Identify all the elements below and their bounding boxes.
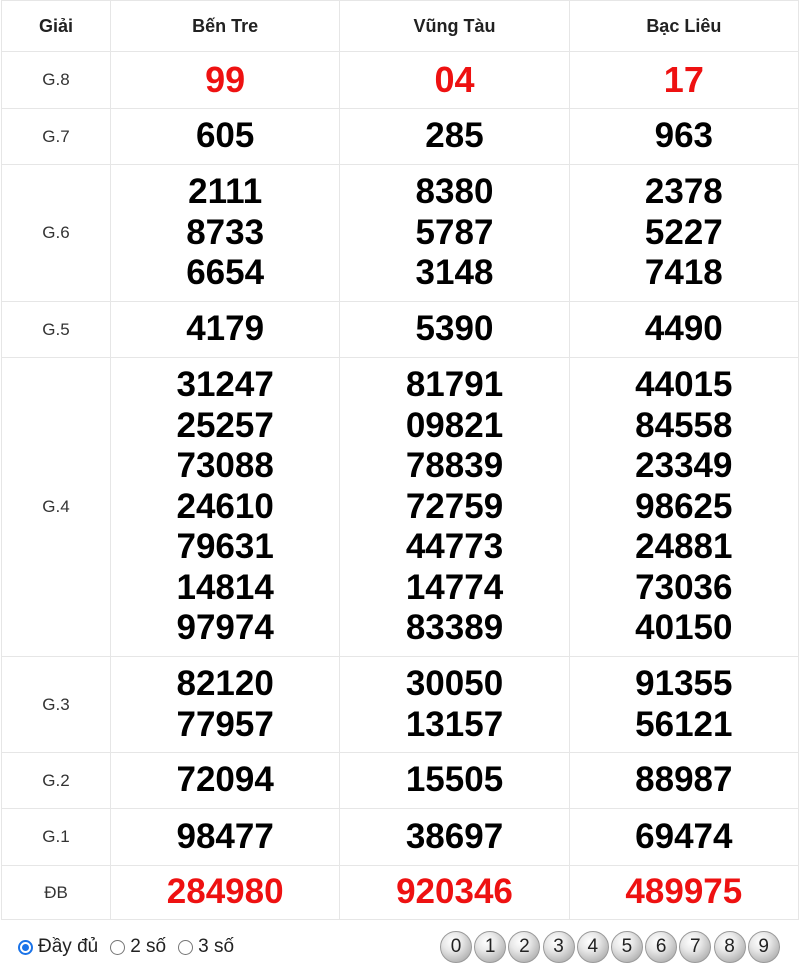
prize-row-g4	[2, 358, 799, 657]
result-number: 79631	[176, 527, 274, 567]
header-row	[2, 1, 799, 52]
result-number: 24881	[635, 527, 733, 567]
result-cell-vung-tau	[340, 302, 569, 358]
result-number: 83389	[405, 608, 504, 648]
result-number: 4490	[644, 309, 723, 349]
digit-filter	[440, 931, 782, 963]
result-number: 09821	[405, 405, 504, 445]
result-number: 6654	[186, 253, 265, 293]
result-number: 963	[654, 116, 714, 156]
result-number: 3148	[415, 253, 494, 293]
prize-row-g7	[2, 109, 799, 165]
result-number: 284980	[166, 872, 284, 912]
result-number: 17	[663, 58, 704, 100]
digit-ball-1[interactable]: 1	[474, 931, 506, 963]
result-number: 605	[195, 116, 255, 156]
digit-ball-3[interactable]: 3	[543, 931, 575, 963]
result-number: 98625	[635, 486, 733, 526]
header-prize: Giải	[2, 1, 111, 52]
prize-label: G.3	[2, 657, 111, 753]
result-number: 72094	[176, 760, 274, 800]
result-cell-vung-tau	[340, 657, 569, 753]
result-number: 69474	[635, 816, 733, 856]
prize-label: ĐB	[2, 866, 111, 920]
prize-row-g1	[2, 809, 799, 866]
result-number: 2111	[188, 172, 263, 212]
result-cell-bac-lieu	[569, 358, 798, 657]
result-number: 920346	[396, 872, 513, 912]
result-number: 98477	[176, 816, 274, 856]
radio-2-digits[interactable]	[110, 940, 125, 955]
result-number: 5787	[415, 212, 494, 252]
result-cell-vung-tau	[340, 866, 569, 920]
results-table	[1, 0, 799, 920]
result-number: 73088	[176, 446, 274, 486]
result-cell-vung-tau	[340, 809, 569, 866]
prize-row-g8	[2, 52, 799, 109]
result-cell-vung-tau	[340, 52, 569, 109]
result-number: 4179	[186, 309, 265, 349]
result-number: 31247	[176, 364, 274, 404]
result-cell-bac-lieu	[569, 866, 798, 920]
result-number: 88987	[635, 760, 733, 800]
result-number: 13157	[405, 704, 504, 744]
result-cell-ben-tre	[111, 165, 340, 302]
result-number: 81791	[405, 364, 504, 404]
result-number: 2378	[644, 172, 723, 212]
result-cell-ben-tre	[111, 866, 340, 920]
results-body	[2, 52, 799, 920]
digit-ball-7[interactable]: 7	[679, 931, 711, 963]
result-number: 56121	[635, 704, 733, 744]
header-station-ben-tre: Bến Tre	[111, 1, 340, 52]
result-number: 8733	[186, 212, 265, 252]
result-cell-bac-lieu	[569, 809, 798, 866]
footer-bar	[0, 922, 800, 974]
result-number: 8380	[415, 172, 494, 212]
result-cell-ben-tre	[111, 809, 340, 866]
result-number: 99	[205, 58, 246, 100]
result-number: 72759	[405, 486, 504, 526]
result-number: 14814	[176, 567, 274, 607]
result-number: 7418	[644, 253, 723, 293]
result-number: 84558	[635, 405, 733, 445]
result-number: 285	[425, 116, 484, 156]
result-cell-bac-lieu	[569, 753, 798, 809]
prize-row-db	[2, 866, 799, 920]
result-number: 25257	[176, 405, 274, 445]
result-number: 77957	[176, 704, 274, 744]
result-cell-ben-tre	[111, 753, 340, 809]
result-cell-bac-lieu	[569, 657, 798, 753]
result-number: 44015	[635, 364, 733, 404]
result-number: 15505	[405, 760, 504, 800]
prize-row-g5	[2, 302, 799, 358]
result-number: 40150	[635, 608, 733, 648]
option-full-label: Đầy đủ	[38, 936, 99, 957]
result-cell-vung-tau	[340, 753, 569, 809]
result-number: 97974	[176, 608, 274, 648]
result-cell-bac-lieu	[569, 165, 798, 302]
option-2-digits[interactable]	[110, 936, 166, 958]
option-3-digits-label: 3 số	[198, 936, 235, 957]
prize-label: G.1	[2, 809, 111, 866]
result-cell-vung-tau	[340, 165, 569, 302]
result-number: 14774	[405, 567, 504, 607]
result-cell-ben-tre	[111, 109, 340, 165]
digit-ball-2[interactable]: 2	[508, 931, 540, 963]
digit-ball-4[interactable]: 4	[577, 931, 609, 963]
header-station-vung-tau: Vũng Tàu	[340, 1, 569, 52]
prize-label: G.4	[2, 358, 111, 657]
digit-ball-0[interactable]: 0	[440, 931, 472, 963]
result-number: 23349	[635, 446, 733, 486]
prize-label: G.5	[2, 302, 111, 358]
result-number: 78839	[405, 446, 504, 486]
radio-3-digits[interactable]	[178, 940, 193, 955]
digit-ball-8[interactable]: 8	[714, 931, 746, 963]
result-number: 04	[434, 58, 475, 100]
result-cell-ben-tre	[111, 358, 340, 657]
prize-label: G.6	[2, 165, 111, 302]
result-cell-vung-tau	[340, 358, 569, 657]
result-number: 91355	[635, 663, 733, 703]
prize-label: G.8	[2, 52, 111, 109]
option-2-digits-label: 2 số	[130, 936, 167, 957]
result-number: 5227	[644, 212, 723, 252]
option-3-digits[interactable]	[178, 936, 234, 958]
result-number: 30050	[405, 663, 504, 703]
result-cell-ben-tre	[111, 302, 340, 358]
result-cell-vung-tau	[340, 109, 569, 165]
digit-ball-9[interactable]: 9	[748, 931, 780, 963]
display-options	[18, 936, 246, 958]
result-cell-bac-lieu	[569, 109, 798, 165]
result-number: 489975	[625, 872, 743, 912]
result-cell-ben-tre	[111, 657, 340, 753]
prize-label: G.2	[2, 753, 111, 809]
prize-row-g2	[2, 753, 799, 809]
header-station-bac-lieu: Bạc Liêu	[569, 1, 798, 52]
result-number: 82120	[176, 663, 274, 703]
result-number: 5390	[415, 309, 494, 349]
result-cell-bac-lieu	[569, 52, 798, 109]
prize-row-g3	[2, 657, 799, 753]
prize-label: G.7	[2, 109, 111, 165]
result-number: 44773	[405, 527, 504, 567]
result-cell-ben-tre	[111, 52, 340, 109]
prize-row-g6	[2, 165, 799, 302]
digit-ball-5[interactable]: 5	[611, 931, 643, 963]
result-number: 38697	[405, 816, 504, 856]
option-full[interactable]	[18, 936, 98, 958]
result-cell-bac-lieu	[569, 302, 798, 358]
result-number: 73036	[635, 567, 733, 607]
digit-ball-6[interactable]: 6	[645, 931, 677, 963]
radio-full[interactable]	[18, 940, 33, 955]
result-number: 24610	[176, 486, 274, 526]
